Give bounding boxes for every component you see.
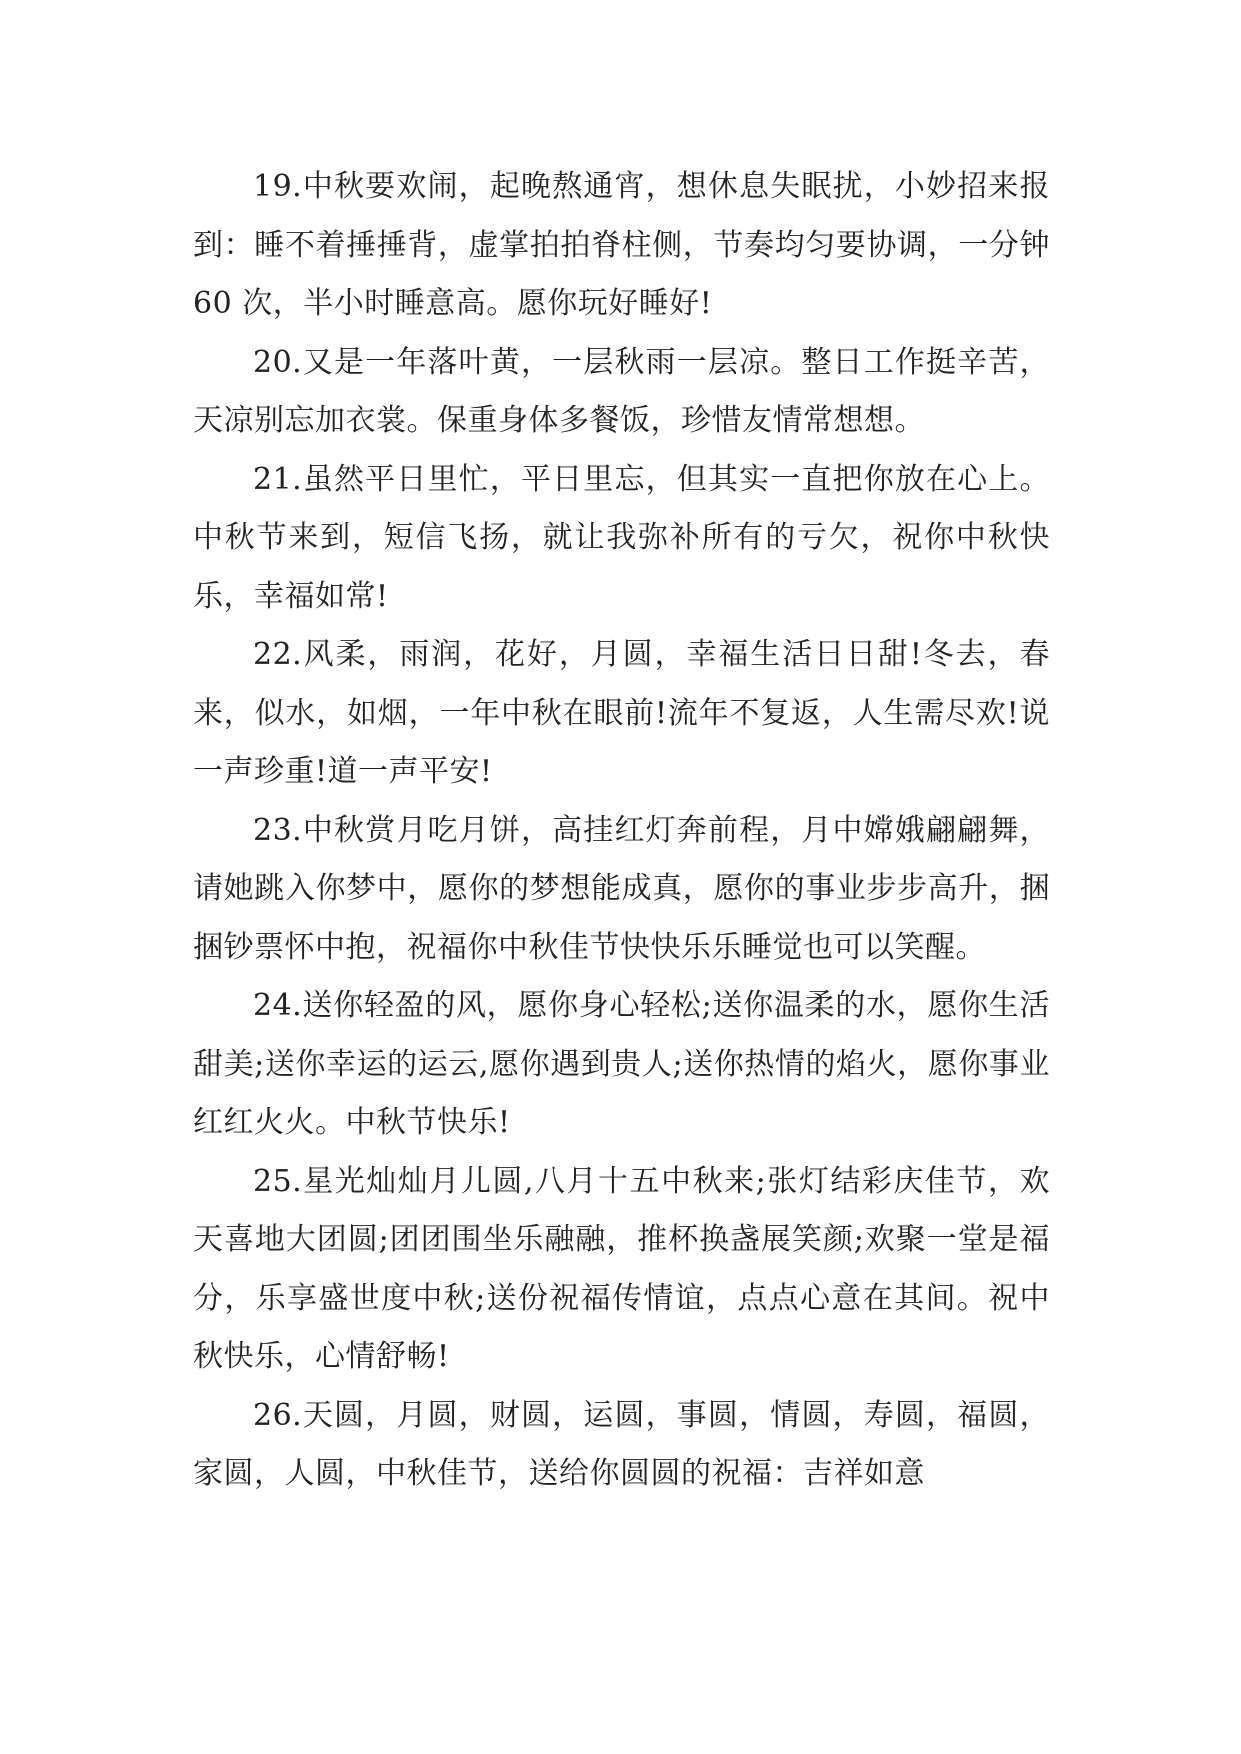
paragraph-24: 24.送你轻盈的风，愿你身心轻松;送你温柔的水，愿你生活甜美;送你幸运的运云,愿你遇到贵人;送你热情的焰火，愿你事业红红火火。中秋节快乐! (193, 988, 1050, 1140)
paragraph-21: 21.虽然平日里忙，平日里忘，但其实一直把你放在心上。中秋节来到，短信飞扬，就让我弥补所有的亏欠，祝你中秋快乐，幸福如常! (193, 461, 1050, 614)
paragraph-19: 19.中秋要欢闹，起晚熬通宵，想休息失眠扰，小妙招来报到：睡不着捶捶背，虚掌拍拍脊柱侧，节奏均匀要协调，一分钟 60 次，半小时睡意高。愿你玩好睡好! (193, 169, 1050, 321)
paragraph-20: 20.又是一年落叶黄，一层秋雨一层凉。整日工作挺辛苦，天凉别忘加衣裳。保重身体多餐饭，珍惜友情常想想。 (193, 344, 1050, 438)
paragraph-25: 25.星光灿灿月儿圆,八月十五中秋来;张灯结彩庆佳节，欢天喜地大团圆;团团围坐乐融融，推杯换盏展笑颜;欢聚一堂是福分，乐享盛世度中秋;送份祝福传情谊，点点心意在其间。祝中秋快乐，心情舒畅! (193, 1163, 1050, 1374)
paragraph-23: 23.中秋赏月吃月饼，高挂红灯奔前程，月中嫦娥翩翩舞，请她跳入你梦中，愿你的梦想能成真，愿你的事业步步高升，捆捆钞票怀中抱，祝福你中秋佳节快快乐乐睡觉也可以笑醒。 (193, 812, 1050, 965)
paragraph-26: 26.天圆，月圆，财圆，运圆，事圆，情圆，寿圆，福圆，家圆，人圆，中秋佳节，送给你圆圆的祝福：吉祥如意 (193, 1397, 1050, 1491)
paragraph-22: 22.风柔，雨润，花好，月圆，幸福生活日日甜!冬去，春来，似水，如烟，一年中秋在眼前!流年不复返，人生需尽欢!说一声珍重!道一声平安! (193, 637, 1050, 789)
document-body (193, 158, 1050, 1504)
